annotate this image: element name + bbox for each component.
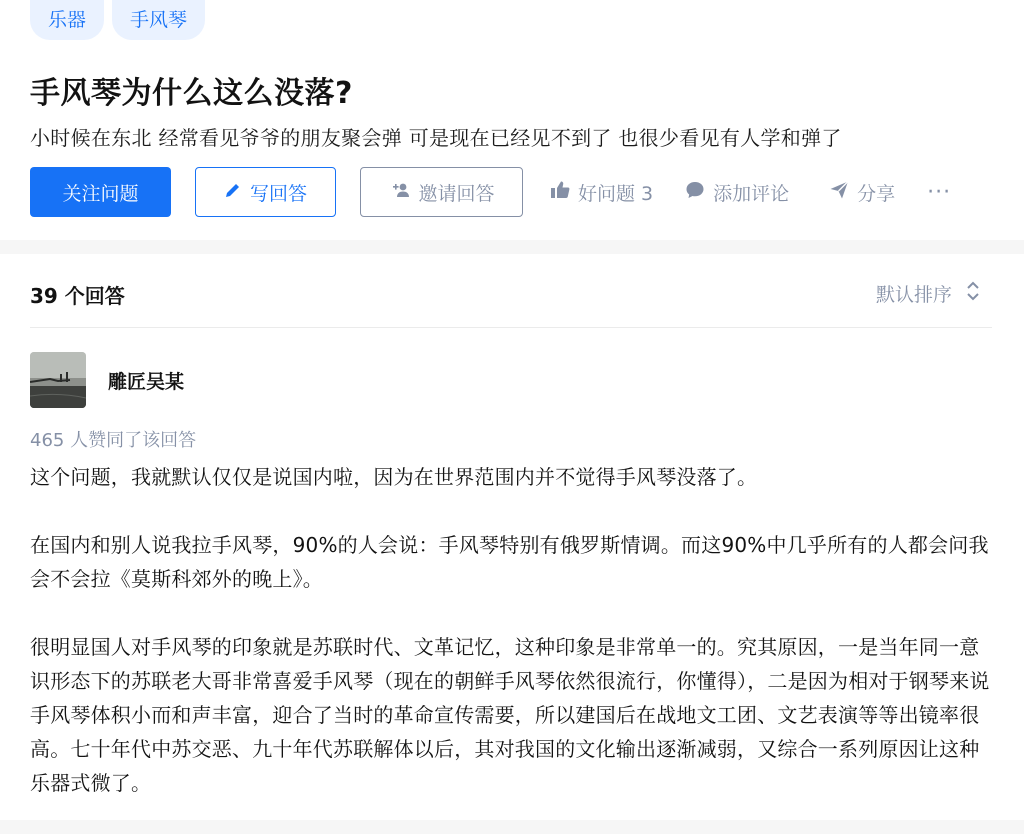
answer-count: 39 个回答 bbox=[30, 284, 125, 308]
write-label: 写回答 bbox=[249, 182, 307, 205]
comment-icon bbox=[685, 180, 705, 205]
good-question-label: 好问题 3 bbox=[578, 182, 654, 205]
answers-header bbox=[30, 254, 992, 328]
topic-tag-instruments[interactable]: 乐器 bbox=[30, 0, 104, 40]
answer-author bbox=[30, 352, 184, 408]
answer-paragraph: 在国内和别人说我拉手风琴，90%的人会说：手风琴特别有俄罗斯情调。而这90%中几乎所有的人都会问我会不会拉《莫斯科郊外的晚上》。 bbox=[30, 533, 989, 591]
vote-count: 465 人赞同了该回答 bbox=[30, 430, 197, 451]
question-title[interactable]: 手风琴为什么这么没落? bbox=[30, 76, 353, 111]
add-comment-button[interactable] bbox=[685, 179, 789, 206]
good-question-button[interactable] bbox=[550, 179, 653, 206]
sort-arrows-icon bbox=[966, 280, 980, 307]
question-card bbox=[0, 0, 1024, 240]
author-name[interactable]: 雕匠吴某 bbox=[108, 370, 185, 393]
question-actions bbox=[30, 167, 951, 217]
share-button[interactable] bbox=[829, 179, 895, 206]
follow-question-button[interactable] bbox=[30, 167, 171, 217]
add-user-icon bbox=[388, 181, 410, 204]
answer-paragraph: 很明显国人对手风琴的印象就是苏联时代、文革记忆，这种印象是非常单一的。究其原因，一是当年同一意识形态下的苏联老大哥非常喜爱手风琴（现在的朝鲜手风琴依然很流行，你懂得），二是因为相对于钢琴来说手风琴体积小而和声丰富，迎合了当时的革命宣传需要，所以建国后在战地文工团、文艺表演等等出镜率很高。七十年代中苏交恶、九十年代苏联解体以后，其对我国的文化输出逐渐减弱，又综合一系列原因让这种乐器式微了。 bbox=[30, 635, 990, 795]
answers-section bbox=[0, 254, 1024, 820]
share-label: 分享 bbox=[857, 182, 896, 205]
add-comment-label: 添加评论 bbox=[713, 182, 790, 205]
invite-answer-button[interactable] bbox=[360, 167, 523, 217]
invite-label: 邀请回答 bbox=[418, 182, 495, 205]
pencil-icon bbox=[224, 181, 242, 204]
sort-label: 默认排序 bbox=[875, 284, 952, 306]
question-detail: 小时候在东北 经常看见爷爷的朋友聚会弹 可是现在已经见不到了 也很少看见有人学和弹了 bbox=[30, 126, 842, 150]
follow-label: 关注问题 bbox=[62, 182, 139, 205]
avatar[interactable] bbox=[30, 352, 86, 408]
thumbs-up-icon bbox=[550, 180, 570, 205]
sort-dropdown[interactable] bbox=[876, 280, 980, 307]
write-answer-button[interactable] bbox=[195, 167, 336, 217]
topic-tag-accordion[interactable]: 手风琴 bbox=[112, 0, 205, 40]
share-icon bbox=[829, 180, 849, 205]
topic-list bbox=[30, 0, 205, 40]
answer-content bbox=[30, 460, 994, 834]
more-options-button[interactable]: ··· bbox=[927, 179, 952, 205]
answer-paragraph: 这个问题，我就默认仅仅是说国内啦，因为在世界范围内并不觉得手风琴没落了。 bbox=[30, 465, 758, 489]
section-divider bbox=[0, 240, 1024, 254]
